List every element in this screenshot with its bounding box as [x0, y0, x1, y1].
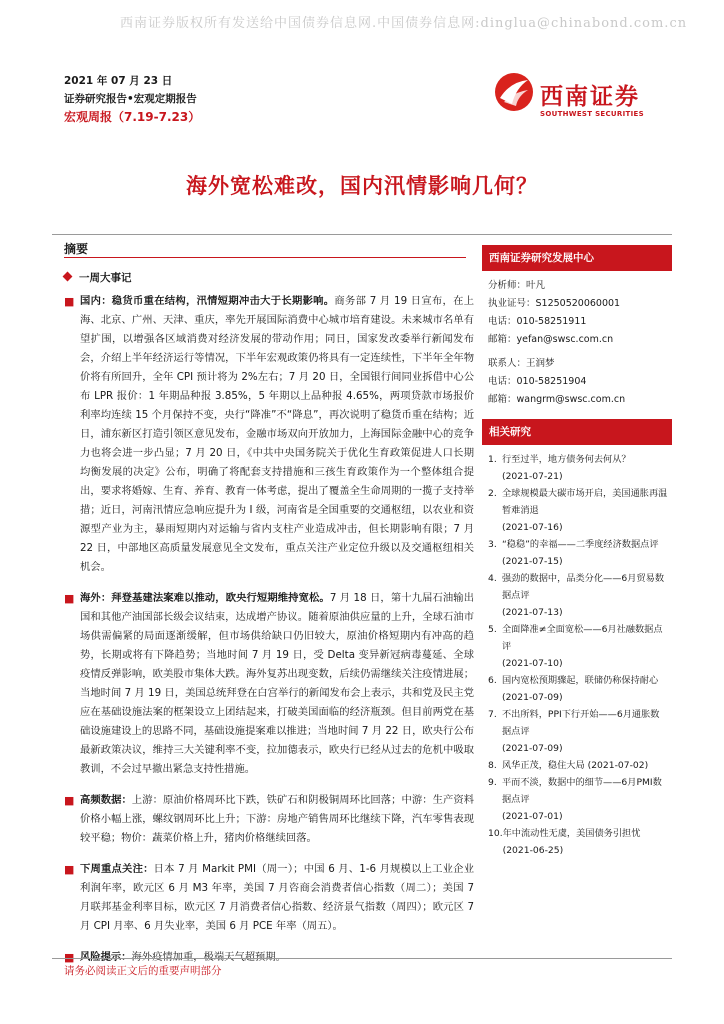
square-bullet-icon: ■ — [64, 863, 75, 876]
top-divider — [52, 234, 672, 235]
analyst-phone: 电话：010-58251911 — [488, 316, 587, 327]
analyst-info — [482, 271, 672, 409]
bullet-lead: 国内：稳货币重在结构，汛情短期冲击大于长期影响。 — [80, 295, 335, 307]
bullet-domestic — [64, 292, 474, 577]
related-item[interactable]: 6. 国内宽松预期骤起，联储仍称保持耐心 (2021-07-09) — [488, 675, 659, 703]
related-item[interactable]: 4. 强劲的数据中，品类分化——6月贸易数据点评 (2021-07-13) — [488, 573, 665, 618]
analyst-email[interactable]: 邮箱：yefan@swsc.com.cn — [488, 334, 614, 345]
brand-name-cn: 西南证券 — [540, 83, 640, 110]
square-bullet-icon: ■ — [64, 592, 75, 605]
bullet-text: 上游：原油价格周环比下跌，铁矿石和阴极铜周环比回落；中游：生产资料价格小幅上涨，螺纹钢周环比上升；下游：房地产销售周环比继续下降，汽车零售表现较平稳；物价：蔬菜价格上升，猪肉价格继续回落。 — [80, 794, 475, 844]
contact-name: 联系人：王润梦 — [488, 358, 555, 369]
abstract-heading: 摘要 — [64, 242, 89, 256]
square-bullet-icon: ■ — [64, 794, 75, 807]
bottom-divider — [52, 958, 672, 959]
bullet-lead: 风险提示： — [80, 951, 132, 963]
bullet-text: 日本 7 月 Markit PMI（周一）；中国 6 月、1-6 月规模以上工业企业利润年率，欧元区 6 月 M3 年率，美国 7 月咨商会消费者信心指数（周二）；美国 7 月联邦基金利率目标，欧元区 7 月消费者信心指数、经济景气指数（周四）；欧元区 7 月 CPI 月率、6 月失业率，美国 6 月 PCE 年率（周五）。 — [80, 863, 474, 932]
bullet-text: 商务部 7 月 19 日宣布，在上海、北京、广州、天津、重庆，率先开展国际消费中心城市培育建设。未来城市名单有望扩围，以增强各区域消费对经济发展的带动作用；同日，国家发改委举行新闻发布会，介绍上半年经济运行等情况，下半年宏观政策仍将具有一定连续性，下半年全年物价将有所回升，全年 CPI 预计将为 2%左右；7 月 20 日，全国银行间同业拆借中心公布 LPR 报价：1 年期品种报 3.85%，5 年期以上品种报 4.65%，两项贷款市场报价利率均连续 15 个月保持不变，央行“降准”不“降息”，再次说明了稳货币重在结构；近日，浦东新区打造引领区意见发布，金融市场双向开放加力，上海国际金融中心的竞争力也将会进一步凸显；7 月 20 日，《中共中央国务院关于优化生育政策促进人口长期均衡发展的决定》公布，明确了将配套支持措施和三孩生育政策作为一个整体组合提出，要求将婚嫁、生育、养育、教育一体考虑，提出了覆盖全生命周期的一揽子支持举措；近日，河南汛情应急响应提升为 I 级，河南省是全国重要的交通枢纽，以农业和资源型产业为主，暴雨短期内对运输与省内支柱产业造成冲击，但长期影响有限；7 月 22 日，中部地区高质量发展意见全文发布，重点关注产业定位升级以及交通枢纽相关机会。 — [80, 295, 475, 573]
bullet-next-week — [64, 860, 474, 936]
bullet-high-frequency — [64, 791, 474, 848]
related-item[interactable]: 8. 风华正茂，稳住大局 (2021-07-02) — [488, 760, 649, 771]
bullet-overseas — [64, 589, 474, 779]
related-item[interactable]: 9. 平而不淡，数据中的细节——6月PMI数据点评 (2021-07-01) — [488, 777, 662, 822]
report-date: 2021 年 07 月 23 日 — [64, 75, 173, 87]
contact-phone: 电话：010-58251904 — [488, 376, 587, 387]
brand-name-en: SOUTHWEST SECURITIES — [540, 110, 644, 118]
bullet-lead: 海外：拜登基建法案难以推动，欧央行短期维持宽松。 — [80, 592, 330, 604]
analyst-name: 分析师：叶凡 — [488, 280, 546, 291]
contact-email[interactable]: 邮箱：wangrm@swsc.com.cn — [488, 394, 626, 405]
square-bullet-icon: ■ — [64, 951, 75, 964]
report-series: 宏观周报（7.19-7.23） — [64, 110, 201, 124]
related-research-bar: 相关研究 — [482, 419, 672, 445]
report-type: 证券研究报告•宏观定期报告 — [64, 93, 197, 105]
bullet-text: 7 月 18 日，第十九届石油输出国和其他产油国部长级会议结束，达成增产协议。随着原油供应量的上升，全球石油市场供需偏紧的局面逐渐缓解，但市场供给缺口仍旧较大，原油价格短期内有冲高的趋势，长期或将有下降趋势；当地时间 7 月 19 日，受 Delta 变异新冠病毒蔓延、全球疫情反弹影响，欧美股市集体大跌。海外复苏出现变数，后续仍需继续关注疫情进展；当地时间 7 月 19 日，美国总统拜登在白宫举行的新闻发布会上表示，共和党及民主党应在基础设施法案的框架设立上团结起来，打破美国面临的经济瓶颈。但目前两党在基础设施建设上的思路不同，基础设施提案难以推进；当地时间 7 月 22 日，欧央行公布最新政策决议，维持三大关键利率不变，拉加德表示，欧央行已经从过去的危机中吸取教训，不会过早撤出紧急支持性措施。 — [80, 592, 474, 775]
related-item[interactable]: 3. “稳稳”的幸福——二季度经济数据点评 (2021-07-15) — [488, 539, 659, 567]
disclaimer-text: 请务必阅读正文后的重要声明部分 — [64, 965, 222, 977]
analyst-license: 执业证号：S1250520060001 — [488, 298, 621, 309]
institute-bar: 西南证券研究发展中心 — [482, 245, 672, 271]
square-bullet-icon: ■ — [64, 295, 75, 308]
watermark-text: 西南证券版权所有发送给中国债券信息网.中国债券信息网:dinglua@chinabond.com.cn — [120, 16, 688, 31]
related-item[interactable]: 5. 全面降准≠全面宽松——6月社融数据点评 (2021-07-10) — [488, 624, 663, 669]
bullet-lead: 高频数据： — [80, 794, 132, 806]
report-meta — [64, 72, 200, 126]
brand-logo-icon — [494, 72, 534, 112]
sidebar — [482, 245, 672, 859]
abstract-underline — [64, 257, 466, 258]
report-title: 海外宽松难改，国内汛情影响几何？ — [186, 174, 538, 198]
related-item[interactable]: 2. 全球规模最大碳市场开启，美国通胀再温暂难消退 (2021-07-16) — [488, 488, 668, 533]
diamond-bullet-icon — [63, 272, 73, 282]
related-item[interactable]: 1. 行至过半，地方债务何去何从？ (2021-07-21) — [488, 454, 631, 482]
brand-logo — [494, 72, 674, 122]
weekly-events-heading: 一周大事记 — [64, 268, 474, 288]
bullet-text: 海外疫情加重，极端天气超预期。 — [131, 951, 286, 963]
related-item[interactable]: 10. 年中流动性无虞，美国债务引担忧 (2021-06-25) — [488, 828, 641, 856]
related-item[interactable]: 7. 不出所料，PPI下行开始——6月通胀数据点评 (2021-07-09) — [488, 709, 660, 754]
related-research-list — [482, 445, 672, 859]
abstract-body — [64, 262, 474, 967]
bullet-lead: 下周重点关注： — [80, 863, 154, 875]
